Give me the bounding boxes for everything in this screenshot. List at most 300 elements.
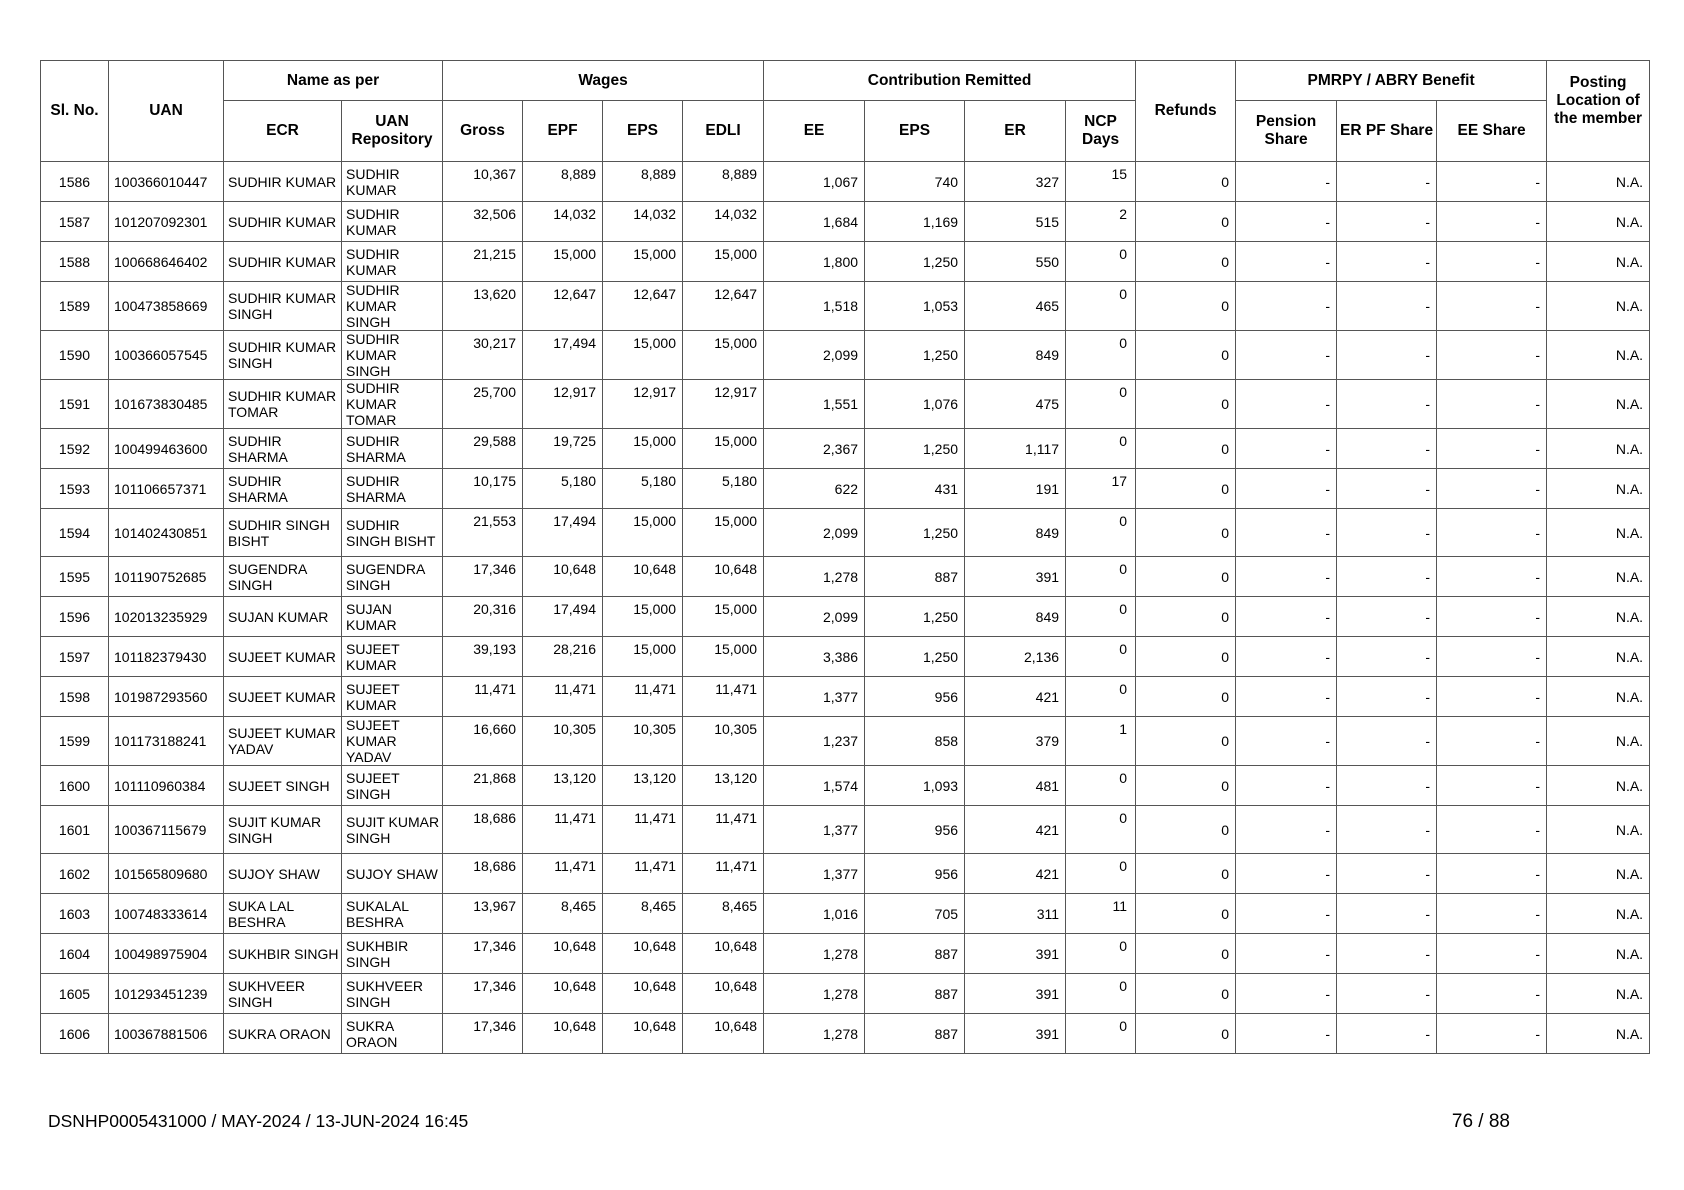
ncp-days-cell: 0 bbox=[1066, 242, 1136, 282]
header-epf: EPF bbox=[523, 101, 603, 162]
uan-repository-name-cell: SUKHVEER SINGH bbox=[342, 974, 443, 1014]
ecr-name-cell: SUJEET KUMAR YADAV bbox=[224, 717, 342, 766]
ecr-name-cell: SUDHIR SHARMA bbox=[224, 429, 342, 469]
edli-wage-cell: 15,000 bbox=[683, 429, 764, 469]
refunds-cell: 0 bbox=[1136, 637, 1236, 677]
eps-contribution-cell: 1,250 bbox=[865, 242, 965, 282]
eps-wage-cell: 15,000 bbox=[603, 242, 683, 282]
gross-wage-cell: 17,346 bbox=[443, 1014, 523, 1054]
ecr-name-cell: SUJOY SHAW bbox=[224, 854, 342, 894]
er-contribution-cell: 327 bbox=[965, 162, 1066, 202]
er-pf-share-cell: - bbox=[1337, 974, 1437, 1014]
eps-contribution-cell: 956 bbox=[865, 806, 965, 854]
ncp-days-cell: 0 bbox=[1066, 854, 1136, 894]
eps-wage-cell: 11,471 bbox=[603, 806, 683, 854]
gross-wage-cell: 17,346 bbox=[443, 934, 523, 974]
ee-share-cell: - bbox=[1437, 162, 1547, 202]
ee-contribution-cell: 2,367 bbox=[764, 429, 865, 469]
ecr-name-cell: SUJEET KUMAR bbox=[224, 637, 342, 677]
ee-contribution-cell: 1,377 bbox=[764, 677, 865, 717]
epf-wage-cell: 28,216 bbox=[523, 637, 603, 677]
refunds-cell: 0 bbox=[1136, 380, 1236, 429]
ecr-name-cell: SUJEET KUMAR bbox=[224, 677, 342, 717]
eps-contribution-cell: 1,250 bbox=[865, 597, 965, 637]
posting-location-cell: N.A. bbox=[1547, 202, 1650, 242]
gross-wage-cell: 20,316 bbox=[443, 597, 523, 637]
er-pf-share-cell: - bbox=[1337, 894, 1437, 934]
ee-contribution-cell: 1,278 bbox=[764, 1014, 865, 1054]
edli-wage-cell: 15,000 bbox=[683, 331, 764, 380]
eps-wage-cell: 13,120 bbox=[603, 766, 683, 806]
gross-wage-cell: 11,471 bbox=[443, 677, 523, 717]
gross-wage-cell: 17,346 bbox=[443, 974, 523, 1014]
header-gross: Gross bbox=[443, 101, 523, 162]
eps-contribution-cell: 740 bbox=[865, 162, 965, 202]
epf-wage-cell: 11,471 bbox=[523, 677, 603, 717]
table-row bbox=[41, 469, 1650, 509]
ecr-name-cell: SUDHIR KUMAR bbox=[224, 242, 342, 282]
ee-share-cell: - bbox=[1437, 974, 1547, 1014]
ncp-days-cell: 0 bbox=[1066, 331, 1136, 380]
header-refunds: Refunds bbox=[1136, 61, 1236, 162]
uan-repository-name-cell: SUKALAL BESHRA bbox=[342, 894, 443, 934]
ee-contribution-cell: 2,099 bbox=[764, 597, 865, 637]
ee-contribution-cell: 1,016 bbox=[764, 894, 865, 934]
gross-wage-cell: 30,217 bbox=[443, 331, 523, 380]
refunds-cell: 0 bbox=[1136, 934, 1236, 974]
uan-cell: 101293451239 bbox=[109, 974, 224, 1014]
refunds-cell: 0 bbox=[1136, 557, 1236, 597]
eps-contribution-cell: 431 bbox=[865, 469, 965, 509]
edli-wage-cell: 15,000 bbox=[683, 597, 764, 637]
posting-location-cell: N.A. bbox=[1547, 331, 1650, 380]
sl-no-cell: 1606 bbox=[41, 1014, 109, 1054]
er-contribution-cell: 421 bbox=[965, 806, 1066, 854]
posting-location-cell: N.A. bbox=[1547, 854, 1650, 894]
gross-wage-cell: 29,588 bbox=[443, 429, 523, 469]
edli-wage-cell: 5,180 bbox=[683, 469, 764, 509]
pension-share-cell: - bbox=[1236, 806, 1337, 854]
edli-wage-cell: 11,471 bbox=[683, 854, 764, 894]
ee-share-cell: - bbox=[1437, 766, 1547, 806]
epf-wage-cell: 10,648 bbox=[523, 934, 603, 974]
pension-share-cell: - bbox=[1236, 242, 1337, 282]
edli-wage-cell: 10,648 bbox=[683, 974, 764, 1014]
pension-share-cell: - bbox=[1236, 677, 1337, 717]
ee-contribution-cell: 1,278 bbox=[764, 557, 865, 597]
gross-wage-cell: 17,346 bbox=[443, 557, 523, 597]
epf-wage-cell: 10,648 bbox=[523, 974, 603, 1014]
gross-wage-cell: 10,367 bbox=[443, 162, 523, 202]
gross-wage-cell: 18,686 bbox=[443, 854, 523, 894]
eps-wage-cell: 8,465 bbox=[603, 894, 683, 934]
header-uan-repository: UAN Repository bbox=[342, 101, 443, 162]
header-edli: EDLI bbox=[683, 101, 764, 162]
er-contribution-cell: 311 bbox=[965, 894, 1066, 934]
refunds-cell: 0 bbox=[1136, 331, 1236, 380]
eps-wage-cell: 10,648 bbox=[603, 1014, 683, 1054]
refunds-cell: 0 bbox=[1136, 597, 1236, 637]
er-contribution-cell: 391 bbox=[965, 974, 1066, 1014]
eps-contribution-cell: 887 bbox=[865, 1014, 965, 1054]
eps-wage-cell: 5,180 bbox=[603, 469, 683, 509]
uan-repository-name-cell: SUDHIR KUMAR TOMAR bbox=[342, 380, 443, 429]
er-pf-share-cell: - bbox=[1337, 202, 1437, 242]
pension-share-cell: - bbox=[1236, 557, 1337, 597]
ecr-name-cell: SUKA LAL BESHRA bbox=[224, 894, 342, 934]
gross-wage-cell: 13,620 bbox=[443, 282, 523, 331]
ncp-days-cell: 0 bbox=[1066, 806, 1136, 854]
pension-share-cell: - bbox=[1236, 429, 1337, 469]
ee-contribution-cell: 1,684 bbox=[764, 202, 865, 242]
edli-wage-cell: 11,471 bbox=[683, 677, 764, 717]
epf-wage-cell: 15,000 bbox=[523, 242, 603, 282]
ee-share-cell: - bbox=[1437, 242, 1547, 282]
pension-share-cell: - bbox=[1236, 380, 1337, 429]
refunds-cell: 0 bbox=[1136, 717, 1236, 766]
er-pf-share-cell: - bbox=[1337, 717, 1437, 766]
eps-wage-cell: 10,648 bbox=[603, 974, 683, 1014]
edli-wage-cell: 8,889 bbox=[683, 162, 764, 202]
er-pf-share-cell: - bbox=[1337, 331, 1437, 380]
edli-wage-cell: 10,648 bbox=[683, 934, 764, 974]
ee-share-cell: - bbox=[1437, 597, 1547, 637]
ee-share-cell: - bbox=[1437, 557, 1547, 597]
posting-location-cell: N.A. bbox=[1547, 766, 1650, 806]
ncp-days-cell: 0 bbox=[1066, 677, 1136, 717]
uan-cell: 101673830485 bbox=[109, 380, 224, 429]
sl-no-cell: 1604 bbox=[41, 934, 109, 974]
er-pf-share-cell: - bbox=[1337, 282, 1437, 331]
header-contribution-remitted: Contribution Remitted bbox=[764, 61, 1136, 101]
gross-wage-cell: 39,193 bbox=[443, 637, 523, 677]
er-contribution-cell: 391 bbox=[965, 557, 1066, 597]
ee-share-cell: - bbox=[1437, 677, 1547, 717]
er-contribution-cell: 391 bbox=[965, 934, 1066, 974]
gross-wage-cell: 13,967 bbox=[443, 894, 523, 934]
ncp-days-cell: 0 bbox=[1066, 380, 1136, 429]
sl-no-cell: 1598 bbox=[41, 677, 109, 717]
sl-no-cell: 1602 bbox=[41, 854, 109, 894]
table-row bbox=[41, 1014, 1650, 1054]
posting-location-cell: N.A. bbox=[1547, 509, 1650, 557]
eps-wage-cell: 10,648 bbox=[603, 557, 683, 597]
header-ecr: ECR bbox=[224, 101, 342, 162]
gross-wage-cell: 10,175 bbox=[443, 469, 523, 509]
uan-repository-name-cell: SUDHIR KUMAR SINGH bbox=[342, 331, 443, 380]
er-pf-share-cell: - bbox=[1337, 380, 1437, 429]
posting-location-cell: N.A. bbox=[1547, 597, 1650, 637]
er-contribution-cell: 421 bbox=[965, 677, 1066, 717]
posting-location-cell: N.A. bbox=[1547, 282, 1650, 331]
posting-location-cell: N.A. bbox=[1547, 242, 1650, 282]
pension-share-cell: - bbox=[1236, 637, 1337, 677]
uan-cell: 100367115679 bbox=[109, 806, 224, 854]
header-er-pf-share: ER PF Share bbox=[1337, 101, 1437, 162]
ee-contribution-cell: 1,278 bbox=[764, 974, 865, 1014]
table-row bbox=[41, 380, 1650, 429]
sl-no-cell: 1603 bbox=[41, 894, 109, 934]
posting-location-cell: N.A. bbox=[1547, 380, 1650, 429]
ecr-name-cell: SUDHIR SINGH BISHT bbox=[224, 509, 342, 557]
uan-repository-name-cell: SUJEET KUMAR YADAV bbox=[342, 717, 443, 766]
ee-share-cell: - bbox=[1437, 331, 1547, 380]
table-row bbox=[41, 806, 1650, 854]
table-row bbox=[41, 597, 1650, 637]
ee-share-cell: - bbox=[1437, 637, 1547, 677]
refunds-cell: 0 bbox=[1136, 1014, 1236, 1054]
document-reference: DSNHP0005431000 / MAY-2024 / 13-JUN-2024 16:45 bbox=[48, 1111, 469, 1131]
refunds-cell: 0 bbox=[1136, 429, 1236, 469]
sl-no-cell: 1595 bbox=[41, 557, 109, 597]
refunds-cell: 0 bbox=[1136, 806, 1236, 854]
table-row bbox=[41, 677, 1650, 717]
epf-wage-cell: 10,648 bbox=[523, 557, 603, 597]
table-row bbox=[41, 282, 1650, 331]
header-name-as-per: Name as per bbox=[224, 61, 443, 101]
ee-contribution-cell: 1,518 bbox=[764, 282, 865, 331]
header-eps: EPS bbox=[603, 101, 683, 162]
uan-cell: 101190752685 bbox=[109, 557, 224, 597]
ee-share-cell: - bbox=[1437, 202, 1547, 242]
ncp-days-cell: 0 bbox=[1066, 509, 1136, 557]
ee-contribution-cell: 1,377 bbox=[764, 854, 865, 894]
uan-cell: 100668646402 bbox=[109, 242, 224, 282]
epf-wage-cell: 17,494 bbox=[523, 597, 603, 637]
gross-wage-cell: 21,868 bbox=[443, 766, 523, 806]
uan-cell: 101565809680 bbox=[109, 854, 224, 894]
sl-no-cell: 1589 bbox=[41, 282, 109, 331]
edli-wage-cell: 10,648 bbox=[683, 557, 764, 597]
posting-location-cell: N.A. bbox=[1547, 974, 1650, 1014]
er-pf-share-cell: - bbox=[1337, 469, 1437, 509]
uan-cell: 100748333614 bbox=[109, 894, 224, 934]
table-row bbox=[41, 429, 1650, 469]
edli-wage-cell: 10,305 bbox=[683, 717, 764, 766]
gross-wage-cell: 16,660 bbox=[443, 717, 523, 766]
ncp-days-cell: 0 bbox=[1066, 429, 1136, 469]
refunds-cell: 0 bbox=[1136, 677, 1236, 717]
uan-cell: 100366010447 bbox=[109, 162, 224, 202]
sl-no-cell: 1600 bbox=[41, 766, 109, 806]
ecr-name-cell: SUDHIR KUMAR bbox=[224, 162, 342, 202]
header-posting-location: Posting Location of the member bbox=[1547, 61, 1650, 162]
edli-wage-cell: 10,648 bbox=[683, 1014, 764, 1054]
header-er: ER bbox=[965, 101, 1066, 162]
er-contribution-cell: 2,136 bbox=[965, 637, 1066, 677]
eps-wage-cell: 12,917 bbox=[603, 380, 683, 429]
ee-share-cell: - bbox=[1437, 717, 1547, 766]
refunds-cell: 0 bbox=[1136, 509, 1236, 557]
eps-contribution-cell: 1,250 bbox=[865, 429, 965, 469]
er-contribution-cell: 550 bbox=[965, 242, 1066, 282]
ee-contribution-cell: 622 bbox=[764, 469, 865, 509]
refunds-cell: 0 bbox=[1136, 854, 1236, 894]
table-row bbox=[41, 331, 1650, 380]
uan-repository-name-cell: SUJEET KUMAR bbox=[342, 677, 443, 717]
uan-cell: 101207092301 bbox=[109, 202, 224, 242]
epf-wage-cell: 17,494 bbox=[523, 331, 603, 380]
ecr-name-cell: SUDHIR SHARMA bbox=[224, 469, 342, 509]
header-ee: EE bbox=[764, 101, 865, 162]
ee-contribution-cell: 1,067 bbox=[764, 162, 865, 202]
posting-location-cell: N.A. bbox=[1547, 717, 1650, 766]
sl-no-cell: 1599 bbox=[41, 717, 109, 766]
uan-cell: 100499463600 bbox=[109, 429, 224, 469]
eps-contribution-cell: 1,053 bbox=[865, 282, 965, 331]
uan-cell: 101110960384 bbox=[109, 766, 224, 806]
table-row bbox=[41, 202, 1650, 242]
er-pf-share-cell: - bbox=[1337, 557, 1437, 597]
er-pf-share-cell: - bbox=[1337, 242, 1437, 282]
edli-wage-cell: 14,032 bbox=[683, 202, 764, 242]
header-uan: UAN bbox=[109, 61, 224, 162]
posting-location-cell: N.A. bbox=[1547, 894, 1650, 934]
uan-repository-name-cell: SUJEET SINGH bbox=[342, 766, 443, 806]
ecr-name-cell: SUJIT KUMAR SINGH bbox=[224, 806, 342, 854]
ecr-name-cell: SUDHIR KUMAR TOMAR bbox=[224, 380, 342, 429]
edli-wage-cell: 11,471 bbox=[683, 806, 764, 854]
uan-repository-name-cell: SUJIT KUMAR SINGH bbox=[342, 806, 443, 854]
er-pf-share-cell: - bbox=[1337, 509, 1437, 557]
table-row bbox=[41, 894, 1650, 934]
ee-share-cell: - bbox=[1437, 380, 1547, 429]
ncp-days-cell: 0 bbox=[1066, 282, 1136, 331]
eps-contribution-cell: 1,250 bbox=[865, 637, 965, 677]
er-pf-share-cell: - bbox=[1337, 677, 1437, 717]
sl-no-cell: 1587 bbox=[41, 202, 109, 242]
eps-contribution-cell: 887 bbox=[865, 934, 965, 974]
table-row bbox=[41, 934, 1650, 974]
pension-share-cell: - bbox=[1236, 469, 1337, 509]
epf-wage-cell: 12,647 bbox=[523, 282, 603, 331]
sl-no-cell: 1590 bbox=[41, 331, 109, 380]
er-contribution-cell: 849 bbox=[965, 331, 1066, 380]
table-row bbox=[41, 717, 1650, 766]
uan-cell: 101106657371 bbox=[109, 469, 224, 509]
ecr-name-cell: SUJAN KUMAR bbox=[224, 597, 342, 637]
ncp-days-cell: 11 bbox=[1066, 894, 1136, 934]
refunds-cell: 0 bbox=[1136, 162, 1236, 202]
edli-wage-cell: 13,120 bbox=[683, 766, 764, 806]
sl-no-cell: 1594 bbox=[41, 509, 109, 557]
er-pf-share-cell: - bbox=[1337, 597, 1437, 637]
er-pf-share-cell: - bbox=[1337, 162, 1437, 202]
ncp-days-cell: 0 bbox=[1066, 557, 1136, 597]
edli-wage-cell: 12,647 bbox=[683, 282, 764, 331]
uan-cell: 100366057545 bbox=[109, 331, 224, 380]
edli-wage-cell: 15,000 bbox=[683, 637, 764, 677]
refunds-cell: 0 bbox=[1136, 202, 1236, 242]
er-contribution-cell: 191 bbox=[965, 469, 1066, 509]
posting-location-cell: N.A. bbox=[1547, 469, 1650, 509]
er-contribution-cell: 379 bbox=[965, 717, 1066, 766]
epf-wage-cell: 11,471 bbox=[523, 806, 603, 854]
uan-repository-name-cell: SUJOY SHAW bbox=[342, 854, 443, 894]
pension-share-cell: - bbox=[1236, 766, 1337, 806]
ncp-days-cell: 15 bbox=[1066, 162, 1136, 202]
eps-wage-cell: 15,000 bbox=[603, 331, 683, 380]
ee-contribution-cell: 2,099 bbox=[764, 509, 865, 557]
eps-wage-cell: 11,471 bbox=[603, 677, 683, 717]
uan-repository-name-cell: SUDHIR SINGH BISHT bbox=[342, 509, 443, 557]
ncp-days-cell: 2 bbox=[1066, 202, 1136, 242]
ee-share-cell: - bbox=[1437, 934, 1547, 974]
pension-share-cell: - bbox=[1236, 974, 1337, 1014]
sl-no-cell: 1593 bbox=[41, 469, 109, 509]
epf-wage-cell: 13,120 bbox=[523, 766, 603, 806]
ecr-name-cell: SUDHIR KUMAR SINGH bbox=[224, 282, 342, 331]
ncp-days-cell: 17 bbox=[1066, 469, 1136, 509]
gross-wage-cell: 18,686 bbox=[443, 806, 523, 854]
er-pf-share-cell: - bbox=[1337, 766, 1437, 806]
ee-contribution-cell: 1,278 bbox=[764, 934, 865, 974]
eps-contribution-cell: 1,076 bbox=[865, 380, 965, 429]
ee-share-cell: - bbox=[1437, 854, 1547, 894]
posting-location-cell: N.A. bbox=[1547, 677, 1650, 717]
eps-contribution-cell: 1,250 bbox=[865, 331, 965, 380]
gross-wage-cell: 21,553 bbox=[443, 509, 523, 557]
er-pf-share-cell: - bbox=[1337, 934, 1437, 974]
eps-wage-cell: 10,305 bbox=[603, 717, 683, 766]
table-row bbox=[41, 557, 1650, 597]
gross-wage-cell: 25,700 bbox=[443, 380, 523, 429]
table-row bbox=[41, 766, 1650, 806]
header-pmrpy-abry-benefit: PMRPY / ABRY Benefit bbox=[1236, 61, 1547, 101]
sl-no-cell: 1591 bbox=[41, 380, 109, 429]
ncp-days-cell: 0 bbox=[1066, 1014, 1136, 1054]
sl-no-cell: 1592 bbox=[41, 429, 109, 469]
table-row bbox=[41, 974, 1650, 1014]
er-contribution-cell: 475 bbox=[965, 380, 1066, 429]
edli-wage-cell: 8,465 bbox=[683, 894, 764, 934]
refunds-cell: 0 bbox=[1136, 469, 1236, 509]
pension-share-cell: - bbox=[1236, 509, 1337, 557]
ee-contribution-cell: 1,551 bbox=[764, 380, 865, 429]
sl-no-cell: 1597 bbox=[41, 637, 109, 677]
ecr-name-cell: SUJEET SINGH bbox=[224, 766, 342, 806]
eps-contribution-cell: 956 bbox=[865, 677, 965, 717]
ee-share-cell: - bbox=[1437, 806, 1547, 854]
er-contribution-cell: 849 bbox=[965, 597, 1066, 637]
ee-contribution-cell: 2,099 bbox=[764, 331, 865, 380]
ee-contribution-cell: 3,386 bbox=[764, 637, 865, 677]
pension-share-cell: - bbox=[1236, 597, 1337, 637]
uan-cell: 101402430851 bbox=[109, 509, 224, 557]
er-contribution-cell: 515 bbox=[965, 202, 1066, 242]
er-pf-share-cell: - bbox=[1337, 637, 1437, 677]
table-row bbox=[41, 854, 1650, 894]
sl-no-cell: 1605 bbox=[41, 974, 109, 1014]
er-contribution-cell: 849 bbox=[965, 509, 1066, 557]
posting-location-cell: N.A. bbox=[1547, 162, 1650, 202]
er-pf-share-cell: - bbox=[1337, 854, 1437, 894]
uan-repository-name-cell: SUGENDRA SINGH bbox=[342, 557, 443, 597]
ee-share-cell: - bbox=[1437, 894, 1547, 934]
uan-cell: 100367881506 bbox=[109, 1014, 224, 1054]
eps-wage-cell: 10,648 bbox=[603, 934, 683, 974]
uan-cell: 101173188241 bbox=[109, 717, 224, 766]
ee-share-cell: - bbox=[1437, 509, 1547, 557]
uan-repository-name-cell: SUJEET KUMAR bbox=[342, 637, 443, 677]
header-ee-share: EE Share bbox=[1437, 101, 1547, 162]
uan-repository-name-cell: SUKRA ORAON bbox=[342, 1014, 443, 1054]
ee-contribution-cell: 1,574 bbox=[764, 766, 865, 806]
pension-share-cell: - bbox=[1236, 717, 1337, 766]
table-row bbox=[41, 509, 1650, 557]
posting-location-cell: N.A. bbox=[1547, 934, 1650, 974]
ecr-name-cell: SUGENDRA SINGH bbox=[224, 557, 342, 597]
